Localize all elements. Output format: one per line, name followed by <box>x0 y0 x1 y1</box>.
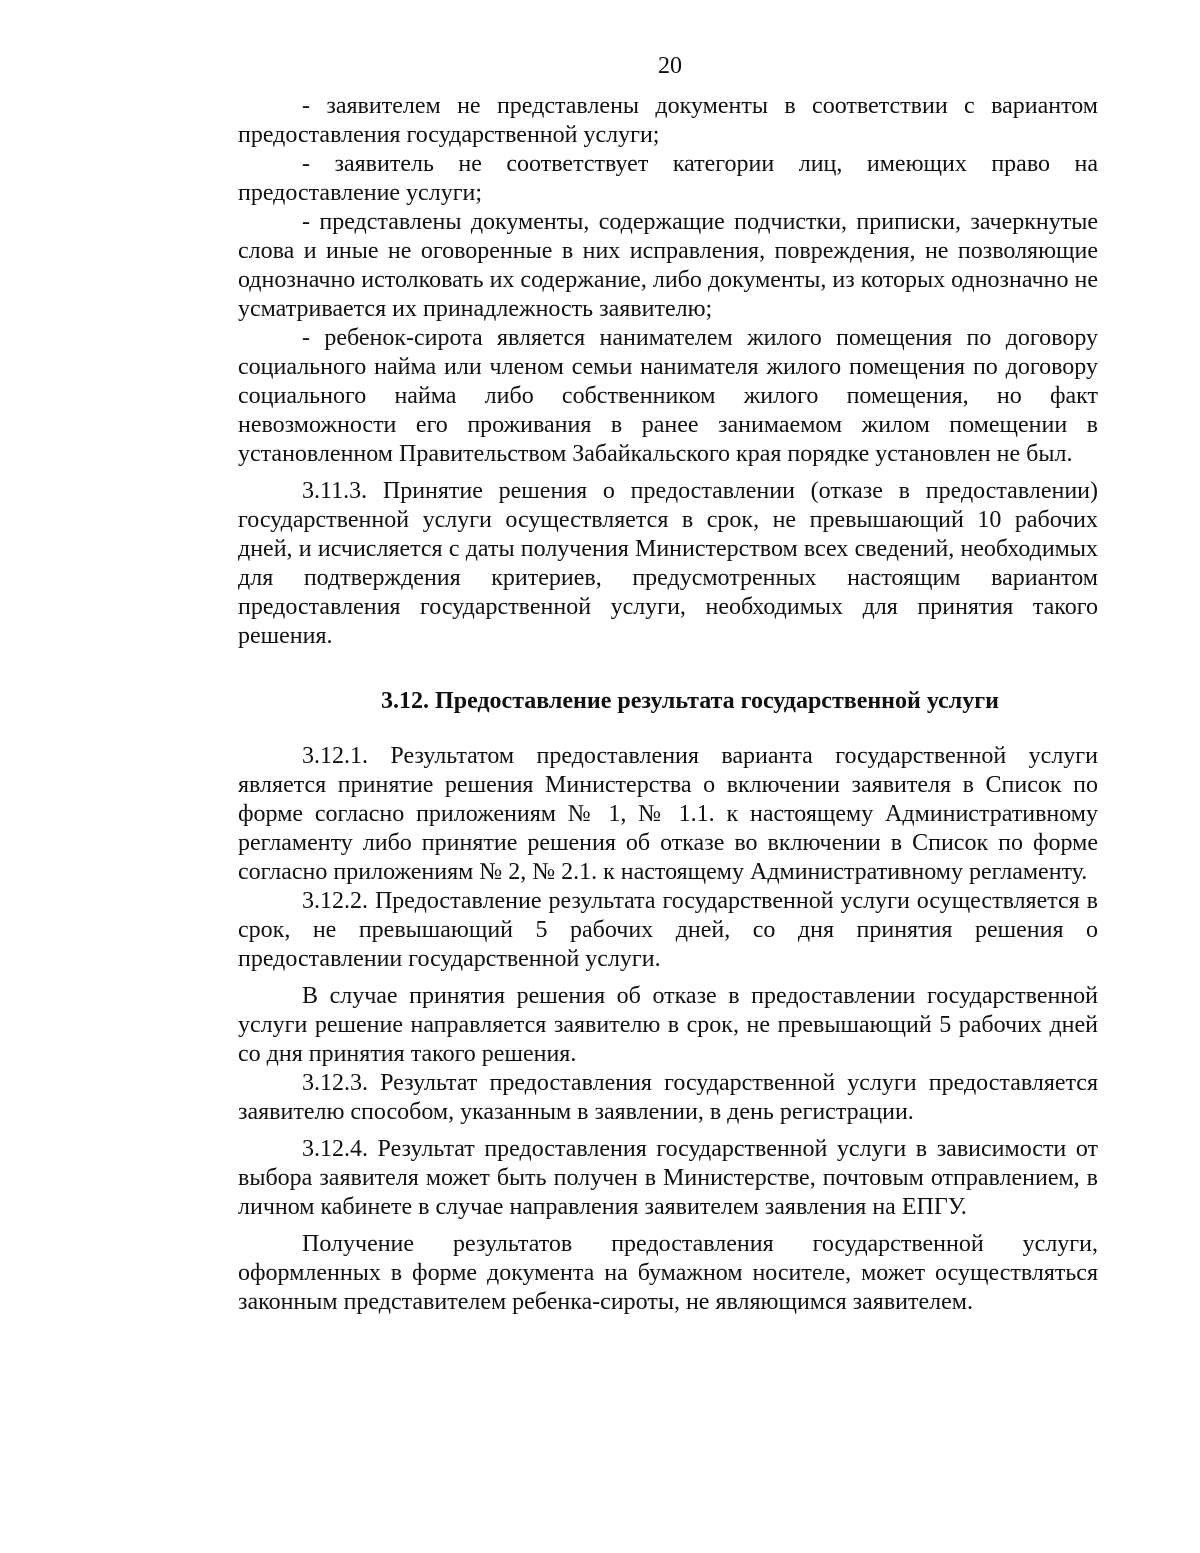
paragraph: - заявитель не соответствует категории лиц, имеющих право на предоставление услуги; <box>238 151 1098 206</box>
document-body <box>238 92 1098 1317</box>
paragraph: 3.12.3. Результат предоставления государственной услуги предоставляется заявителю способом, указанным в заявлении, в день регистрации. <box>238 1070 1098 1125</box>
section-heading: 3.12. Предоставление результата государственной услуги <box>381 688 999 714</box>
paragraph: 3.12.1. Результатом предоставления варианта государственной услуги является принятие решения Министерства о включении заявителя в Список по форме согласно приложениям № 1, № 1.1. к настоящему Административному регламенту либо принятие решения об отказе во включении в Список по форме согласно приложениям № 2, № 2.1. к настоящему Административному регламенту. <box>238 743 1098 885</box>
paragraph: 3.11.3. Принятие решения о предоставлении (отказе в предоставлении) государственной услуги осуществляется в срок, не превышающий 10 рабочих дней, и исчисляется с даты получения Министерством всех сведений, необходимых для подтверждения критериев, предусмотренных настоящим вариантом предоставления государственной услуги, необходимых для принятия такого решения. <box>238 478 1098 649</box>
paragraph: 3.12.4. Результат предоставления государственной услуги в зависимости от выбора заявителя может быть получен в Министерстве, почтовым отправлением, в личном кабинете в случае направления заявителем заявления на ЕПГУ. <box>238 1136 1098 1220</box>
paragraph: 3.12.2. Предоставление результата государственной услуги осуществляется в срок, не превышающий 5 рабочих дней, со дня принятия решения о предоставлении государственной услуги. <box>238 888 1098 972</box>
paragraph: - ребенок-сирота является нанимателем жилого помещения по договору социального найма или членом семьи нанимателя жилого помещения по договору социального найма либо собственником жилого помещения, но факт невозможности его проживания в ранее занимаемом жилом помещении в установленном Правительством Забайкальского края порядке установлен не был. <box>238 325 1098 467</box>
paragraph: - заявителем не представлены документы в соответствии с вариантом предоставления государственной услуги; <box>238 93 1098 148</box>
paragraph: В случае принятия решения об отказе в предоставлении государственной услуги решение направляется заявителю в срок, не превышающий 5 рабочих дней со дня принятия такого решения. <box>238 983 1098 1067</box>
page-number: 20 <box>658 53 682 79</box>
paragraph: - представлены документы, содержащие подчистки, приписки, зачеркнутые слова и иные не оговоренные в них исправления, повреждения, не позволяющие однозначно истолковать их содержание, либо документы, из которых однозначно не усматривается их принадлежность заявителю; <box>238 209 1098 322</box>
paragraph: Получение результатов предоставления государственной услуги, оформленных в форме документа на бумажном носителе, может осуществляться законным представителем ребенка-сироты, не являющимся заявителем. <box>238 1231 1098 1315</box>
